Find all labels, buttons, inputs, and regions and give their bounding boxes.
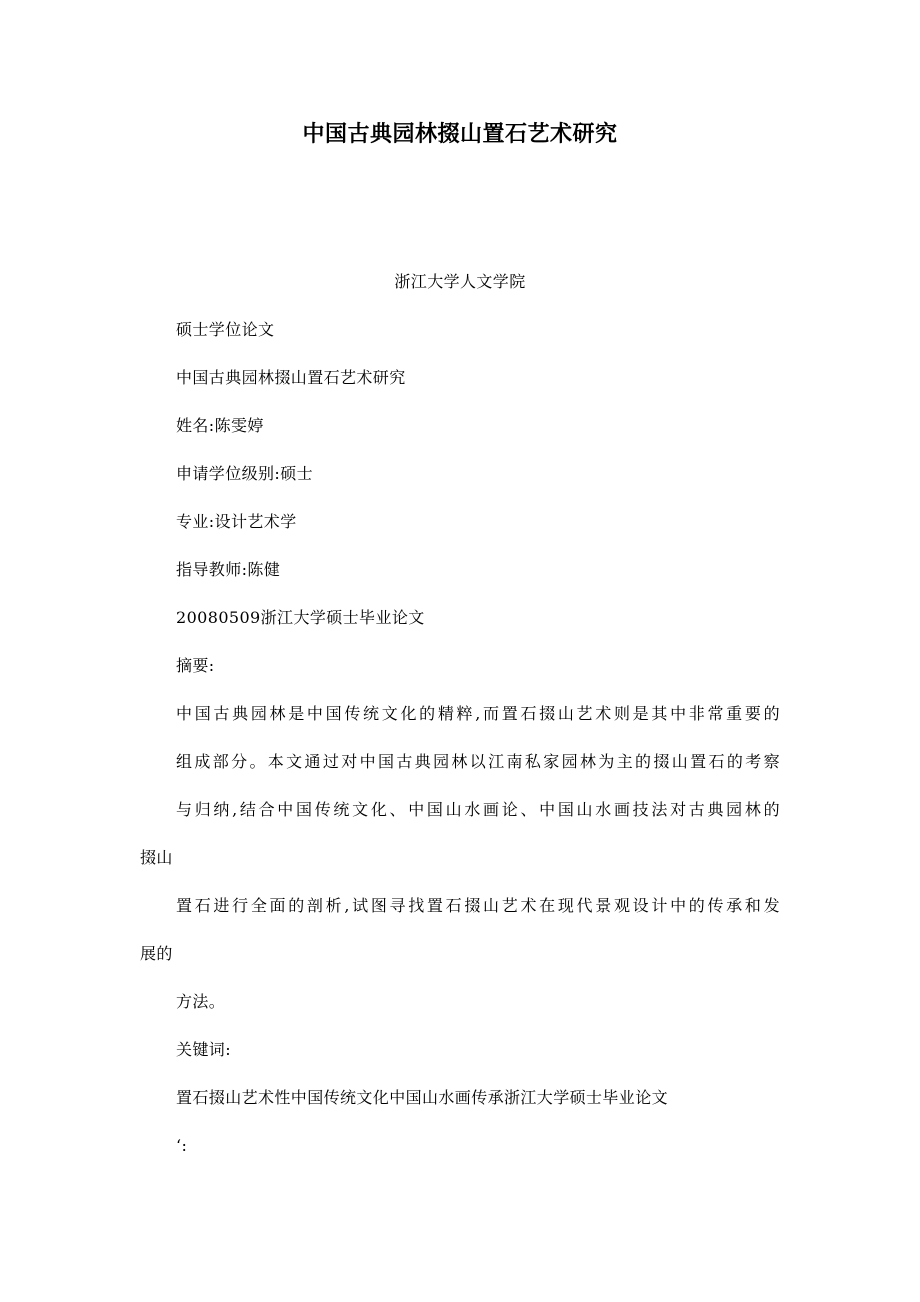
abstract-line: 与归纳,结合中国传统文化、中国山水画论、中国山水画技法对古典园林的: [176, 800, 780, 819]
abstract-line: 掇山: [140, 848, 173, 867]
degree-level: 申请学位级别:硕士: [176, 464, 313, 483]
abstract-line: 置石进行全面的剖析,试图寻找置石掇山艺术在现代景观设计中的传承和发: [176, 896, 780, 915]
trailing-mark: ‘:: [176, 1136, 188, 1155]
abstract-line: 中国古典园林是中国传统文化的精粹,而置石掇山艺术则是其中非常重要的: [176, 704, 780, 723]
institution: 浙江大学人文学院: [394, 272, 526, 291]
date-line: 20080509浙江大学硕士毕业论文: [176, 608, 425, 627]
advisor: 指导教师:陈健: [176, 560, 281, 579]
thesis-title: 中国古典园林掇山置石艺术研究: [176, 368, 406, 387]
major: 专业:设计艺术学: [176, 512, 297, 531]
author-name: 姓名:陈雯婷: [176, 416, 264, 435]
keywords-heading: 关键词:: [176, 1040, 231, 1059]
page-title: 中国古典园林掇山置石艺术研究: [302, 121, 618, 147]
abstract-line: 组成部分。本文通过对中国古典园林以江南私家园林为主的掇山置石的考察: [176, 752, 780, 771]
abstract-line: 展的: [140, 944, 173, 963]
degree-type: 硕士学位论文: [176, 320, 275, 339]
abstract-line: 方法。: [176, 992, 226, 1011]
abstract-heading: 摘要:: [176, 656, 215, 675]
keywords-line: 置石掇山艺术性中国传统文化中国山水画传承浙江大学硕士毕业论文: [176, 1088, 669, 1107]
